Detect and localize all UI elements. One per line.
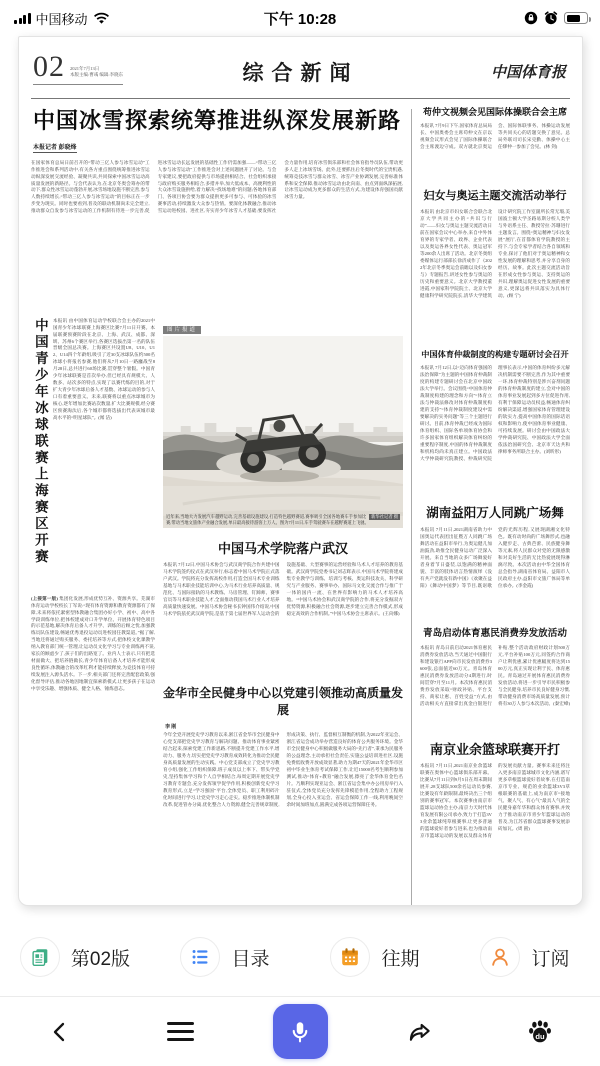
jinhua-byline: 李 刚 — [165, 725, 177, 731]
hockey-vertical-title: 中国青少年冰球联赛上海赛区开赛 — [32, 317, 48, 566]
page-number: 02 — [33, 50, 65, 83]
lead-headline: 中国冰雪探索统筹推进纵深发展新路 — [32, 108, 401, 133]
person-icon — [480, 937, 520, 977]
carrier-label: 中国移动 — [35, 11, 88, 27]
pages-icon — [20, 937, 60, 977]
article-body: 本报讯 由北京市妇女联合会联合北京大学共同主办的“共识与行动”——妇女与奥运主题交流活动日前在国家会议中心举办,来自中外体育界的专家学者、政界、企业代表以及奥运各界女性代表、奥运冠军等200余人出席了活动。北京冬奥组委媒体运行部部长徐济成作了《2022年北京冬季奥运会前瞻以及妇女参与》专题报告,讲述女性参与奥运的历史和重要意义。北京大学教授董进霞,中国家科学院院士、北京大学健康科学研究院院长,清华大学建筑设计研究院工作室副所长常无瑕,美国波士顿大学圣路易斯分校人类学与外语系主任、教授劳拉·苏珊进行主题发言。围绕“奥运精神与妇女发展”展厅,在首都体育学院教授的主持下,与会专家学者结合各自领域和专业,探讨了他们对于奥运精神和女性发展的理解和思考,并分享自身的经历、故事。此次主题交流活动旨在形成女性参与奥运、支持奥运的共识,理解奥运促进女性发展的重要意义,更深远将共识落实为具体行动。(顾 宁) — [420, 209, 570, 298]
right-article-3 — [420, 350, 570, 497]
nav-label: 订阅 — [531, 948, 570, 970]
article-body: 本报讯 7月11日,2021湖南省助力中国奥运代表团出征暨万人同跳广场舞活动在益阳市举行,为奥运健儿加油鼓劲,助推全民健身运动广泛深入开展。来自当地的众多广场舞爱好者身着节日盛装,以饱满的精神面貌、丰富的肢体语言热情演绎《没有共产党就没有新中国》《欢聚在益阳》《舞动中国梦》等节目,既讴歌党的光辉历程,又展现湖湘文化特色。既有动时尚的广场舞形式,也融入健步走、古典芭蕾、民族健身舞等元素,将人民群众对党的无限感激和对美好生活的无比热爱展现得淋漓尽致。本次活动由中华全国体育总会指导,湖南省体育局、益阳市人民政府主办,益阳市文旅广体局等单位承办。(李金霞) — [420, 526, 570, 588]
lead-byline: 本报记者 彭晓烽 — [33, 142, 77, 153]
back-button[interactable] — [0, 1020, 120, 1044]
jinhua-title: 金华市全民健身中心以党建引领推动高质量发展 — [163, 686, 404, 718]
article-body: 本报讯 7月9日下午,国家体育总局局长、中国奥委会主席苟仲文在京以视频会议形式会见了国际体操联合会主席渡边守成。双方就北京奥运会、国际体联事务、体操运动发展等共同关心的话题交换了意见。总局外联司司长宋克勤、体操中心主任缪仲一参加了会见。(林 剑) — [420, 123, 570, 150]
right-article-4 — [420, 506, 570, 619]
masthead: 中国体育报 — [490, 65, 566, 81]
newspaper-header — [31, 49, 570, 99]
equestrian-title: 中国马术学院落户武汉 — [217, 541, 348, 557]
article-body: 本报讯 7月11日,2021南京业余篮球联赛在奥体中心篮球俱乐部开幕。比赛从7月11日到9月5日在周末期间展开,28支球队500余名运动员参赛,比赛设有年龄限制,最终决出三个组别的赛事冠军。本次赛事由南京市篮球运动协会主办,南京力天时代体育发展有限公司承办,致力于打造3V3业余篮球纯草根赛事,让更多普通的篮球爱好者参与进来,也为推动南京市篮球运动的发展以及群众体育的发展贡献力量。赛事未来还将注入更多南京篮球城市文化内涵,谱写更多草根篮球爱好者故事,在打造南京市专业、规范的业余篮球3V3草根联赛的基础上,成为南京市“接地气、聚人气、有心气”最具人气的全民健身嘉年华和群众体育赛事,并致力于推动南京市青少年篮球运动的普及,为江苏省群众篮球赛事发展添砖加瓦。(周 圆) — [420, 763, 570, 838]
right-article-2 — [420, 190, 570, 341]
microphone-icon — [273, 1004, 328, 1059]
jinhua-body: 今年全党开展党史学习教育以来,浙江省金华市全民健身中心党支部把党史学习教育与解决问题、推动体育事业紧密结合起来,探索党建工作新思路,不断提升党建工作水平,增动力、服务力,切实把党史学习教育成效转化为推动全民健身高质量发展的生动实践。中心党支部成立了党史学习教育小组,强化工作组织保障,班子成员以上率下、带头学党史,坚持集体学习和个人自学相结合,每周定期开展党史学习教育专题会,充分发挥领学促学作用,积极创新党史学习教育形式,立足“学习强国”平台,全体党员、职工利用碎片化时间进行学习,让党史学习走心走实。稳步推进体制机制改革,促进管办分离,优化整合人力资源,健全完善规章制度,形成决策、执行、监督相互制衡的机制,为2022年亚运会、浙江省运会成功举办营造良好的体育公共服务环境。金华市全民健身中心积极做服务大局的“先行者”,秉承为民服务的公益理念,主动承担社会责任,实施公益培训进社区,设施免费低收费开放成效显著,助力为期47天的2021年金华市区初中毕业生体育考试保障工作,让近15000名考生顺利参加测试,推动“体育+教育”融合发展,擦亮了金华体育金色名片。乃顺利实现亚运会、浙江省运会集中办公用房举行入驻仪式,全体党员充分发挥先锋模范作用,全程助力工程规划,全身心投入亚运会、省运会保障工作一线,利用晚间空余时间加班加点,圆满完成各项运营保障任务。 — [163, 732, 403, 808]
article-title: 南京业余篮球联赛开打 — [429, 741, 560, 757]
alarm-clock-icon — [544, 11, 558, 25]
baidu-home-button[interactable] — [480, 1018, 600, 1046]
newspaper-page[interactable] — [18, 36, 583, 906]
news-photo — [163, 336, 403, 528]
section-title: 综合新闻 — [242, 61, 359, 85]
article-body: 本报讯 7月12日,以“迈向体育强国的法治保障”为主题的中国体育仲裁制度的构建专题研讨会在北京中国政法大学举行。会议围绕“中国体育仲裁制度构建的理念和方向”“体育立法与仲裁法修改对体育仲裁制度构建的支持”“体育仲裁制度建设中需要解决的实务问题”等三个主题进行研讨。目前,体育仲裁已经成为国际体育组织、国际各单项体育协会和许多国家体育组织解决体育纠纷的重要程序制度,中国的体育仲裁制度和机构均尚未真正建立。中国政法大学仲裁研究院教授、仲裁研究院理事长表示,中国的体育纠纷多元解决机制需要不断完善,作为其中重要一环,体育仲裁特别是涉兴奋剂问题的体育仲裁制度的建立,会对中国的体育事业发展起到多方位促进作用,有利于保障运动员权益,畅通体育纠纷解决渠道,增强国家体育管理建设的软实力,提高中国体育的国际话语权和影响力,使中国体育事业健康、可持续发展。研讨会由中国政法大学仲裁研究院、中国政法大学全面依法治国研究会、北京市天达共和律师事务所联合主办。(刘昕彤) — [420, 365, 570, 461]
right-article-5 — [420, 628, 570, 733]
voice-search-button[interactable] — [240, 1004, 360, 1059]
nav-item-catalog[interactable] — [150, 937, 300, 977]
browser-toolbar — [0, 996, 600, 1066]
hockey-article — [31, 318, 155, 586]
orientation-lock-icon — [524, 11, 538, 25]
nav-label: 目录 — [231, 948, 270, 970]
article-title: 湖南益阳万人同跳广场舞 — [426, 506, 564, 521]
column-divider — [411, 109, 412, 906]
status-bar — [0, 0, 600, 32]
calendar-icon — [330, 937, 370, 977]
offroad-buggy-photo — [163, 336, 403, 528]
share-button[interactable] — [360, 1019, 480, 1045]
article-title: 中国体育仲裁制度的构建专题研讨会召开 — [421, 350, 569, 359]
svg-text:du: du — [535, 1031, 545, 1041]
menu-icon — [167, 1022, 194, 1041]
hockey-body: 本报讯 由中国体育运动学校联合会主办的2021中国青少年冰球联赛上海赛区比赛7月11日开赛。本届联赛预赛阶段在北京、上海、武汉、成都、深圳、苏州6个赛区举行,各赛区选拔出第一名的队伍晋级全国总决赛。上海赛区共设置U8、U10、U12、U14四个年龄组,吸引了近30支冰球队伍约500名冰球小将报名参赛,他们将从7月10日一路鏖战至8月28日,总共进行60场比赛,贯穿整个暑假。中国青少年冰球联赛是首次举办,但已经具有规模大、人数多、站次多的特点,实现了以赛代练的目的,对于扩大青少年冰球后备人才基数、冰球运动的参与人口有着重要意义。未来,联赛将以重点冰球城市为核心,逐年增加比赛站次数量,扩大比赛规模,经分赛区预赛淘汰后,各个城市都将选拔出代表该城市最高水平的“明星球队”。(闻 洁) — [52, 317, 155, 421]
chevron-left-icon — [48, 1020, 72, 1044]
bottom-nav — [0, 918, 600, 996]
photo-caption: 新华社记者 摄 近年来,当地大力发展汽车越野运动,完善基础设施建设,打造特色越野赛道,赛事吸引全国各地赛车手参加比赛,带动当地文旅体产业融合发展,单日最高接待游客上万人。图为7月11日,车手驾驶赛车在越野赛道上飞驰。 — [166, 513, 398, 525]
baidu-paw-icon — [526, 1018, 554, 1046]
right-article-1 — [420, 107, 570, 181]
share-icon — [407, 1019, 433, 1045]
nav-item-edition[interactable] — [0, 937, 150, 977]
article-title: 青岛启动体育惠民消费券发放活动 — [423, 627, 567, 639]
battery-icon — [564, 12, 588, 24]
right-article-6 — [420, 742, 570, 906]
article-title: 苟仲文视频会见国际体操联合会主席 — [422, 107, 567, 117]
photo-credit: 新华社记者 摄 — [371, 513, 398, 519]
list-icon — [180, 937, 220, 977]
nav-label: 第02版 — [70, 948, 131, 970]
nav-item-past-issues[interactable] — [300, 937, 450, 977]
equestrian-body: 本报讯 7月12日,中国马术协会与武汉商学院合作共建中国马术学院签约仪式在武汉举行,标志着中国马术学院正式落户武汉。学院将充分发挥高校作用,打造全国马术专业训练基地与马术职业技能培训中心,为马术行业培养高质量、规范化、与国际接轨的马术教练、马房管理、钉蹄师、赛事官员等马术职业技能人才,全面推动我国马术行业人才培养高质量快速发展。中国马术协会秘书长钟国伟介绍说,中国马术学院依托武汉商学院,是基于第七届世界军人运动会的设施基础、大型赛事的运营经验和马术人才培养的教育基础。武汉商学院党委书记刘志辉表示,中国马术学院将建成集专业教学与训练、培训与考核、奥运科技攻关、科学研究与产业服务、赛事举办、国际马文化交流合作与推广于一体的国内一流、在世界有影响力的马术人才培养高地。“中国马术协会和武汉商学院的合作,将充分发掘双方优势资源,积极融合社会资源,逐步建立完善合作模式,形成稳定高效的合作机制。”中国马术协会主席表示。(王向娜) — [163, 562, 403, 617]
menu-button[interactable] — [120, 1022, 240, 1041]
continuation-note: (上接第一版) — [31, 595, 58, 601]
lead-body: 在国家体育总局日前召开的“带动三亿人参与冰雪运动”工作推进会和系列活动中,有关各方重点围绕统筹推进冰雪运动纵深发展交流经验、凝聚共识,共同探索中国冰雪运动高质量发展的新路径。与会代表认为,在北京冬奥会筹办的带动下,群众性冰雪运动蓬勃开展,冰雪场地设施不断完善,参与人数持续增长,“带动三亿人参与冰雪运动”的目标正在一步步变为现实。同时也要看到,普及的联动机制尚未完全建立,推动群众自发参与冰雪运动的工作机制有待进一步完善,促进冰雪运动长远发展的基础性工作仍需加强——“带动三亿人参与冰雪运动”工作推进会对上述问题展开了讨论。与会专家建议,要把政府提供与市场提供相结合、社会组织承接与政府购买服务相结合,多措并举,加大低成本、高便利性的大众冰雪设施供给,着力解决“找场地难”的问题;各地体育部门、各项目协会要为群众提供更多可参与、可体验的冰雪赛事活动,持续激发大众参与热情。要深化体教融合,推动冰雪运动进校园、进社区,夯实青少年冰雪人才基础;要发挥社会力量作用,培育冰雪俱乐部和社会体育指导员队伍,带动更多人走上冰场雪场。此外,还要抓住后冬奥时代的宝贵机遇,统筹竞技冰雪与群众冰雪、冰雪产业协调发展,完善标准体系和安全保障,推动冰雪运动由北向南、由点到面纵深拓展,让冰雪运动成为更多群众的生活方式,为建设体育强国贡献冰雪力量。 — [31, 159, 403, 214]
continuation-body: (上接第一版) 集团化发展,形成优势互补、资源共享。芜湖市体育运动学校校长丁军说:“现有体育资源和教育资源都有了保障,未来将依托紧密型体教融合集团办好小学、初中、高中各学段训练单位,把体校建成对口升学单位、开展体育特色项目的示范基地,解决体育后备人才升学、训练的后顾之忧,加强教练员队伍建设,畅通优秀退役运动员进校园任教渠道。”据了解,当地还将通过购买服务、委托培养等方式,把体校文化课教学纳入教育部门统一管理,让运动员文化学习与专业训练两不误,家长的顾虑少了,孩子们的出路宽了。业内人士表示,只有把选材面做大、把培养链做长,青少年体育后备人才培养才能形成良性循环,体教融合的改革红利才能持续释放,为竞技体育可持续发展注入源头活水。下一步,相关部门还将完善配套政策,强化督导评估,推动各地因地制宜探索新模式,让更多孩子在运动中享受乐趣、增强体质、健全人格、锤炼意志。 — [31, 595, 155, 692]
photo-report-label: 图片报道 — [163, 326, 201, 335]
nav-item-subscribe[interactable] — [450, 937, 600, 977]
page-meta: 2021年7月13日 本版主编:曹彧 编辑:李晓东 — [70, 65, 124, 78]
nav-label: 往期 — [381, 948, 420, 970]
article-title: 妇女与奥运主题交流活动举行 — [423, 190, 567, 203]
clock-label: 下午 10:28 — [263, 10, 337, 28]
article-body: 本报讯 青岛日前启动2021体育惠民消费券发放活动,当天通过中国银行和建设银行APP向市民发放消费券3600张,总面值近60万元。青岛体育惠民消费券发放活动分4期进行,时间贯穿7月至11月。本次体育惠民消费券发放采取“财政补贴、平台支持、商家让惠、百姓受益”方式,由活动相关方直接拿出真金白银进行补贴,整个活动政府财政计划500万元,平台补贴100万元,同签约合作商户让利优惠,累计优惠幅度将达到1500万元,真正实现让利于民、体育惠民。青岛通过开展体育惠民消费券发放活动,将进一步引导市民积极参与全民健身,培养市民良好健身习惯,带动健身消费市场高质量发展,预计将有30万人参与本次活动。(秦宏峰) — [420, 644, 570, 706]
